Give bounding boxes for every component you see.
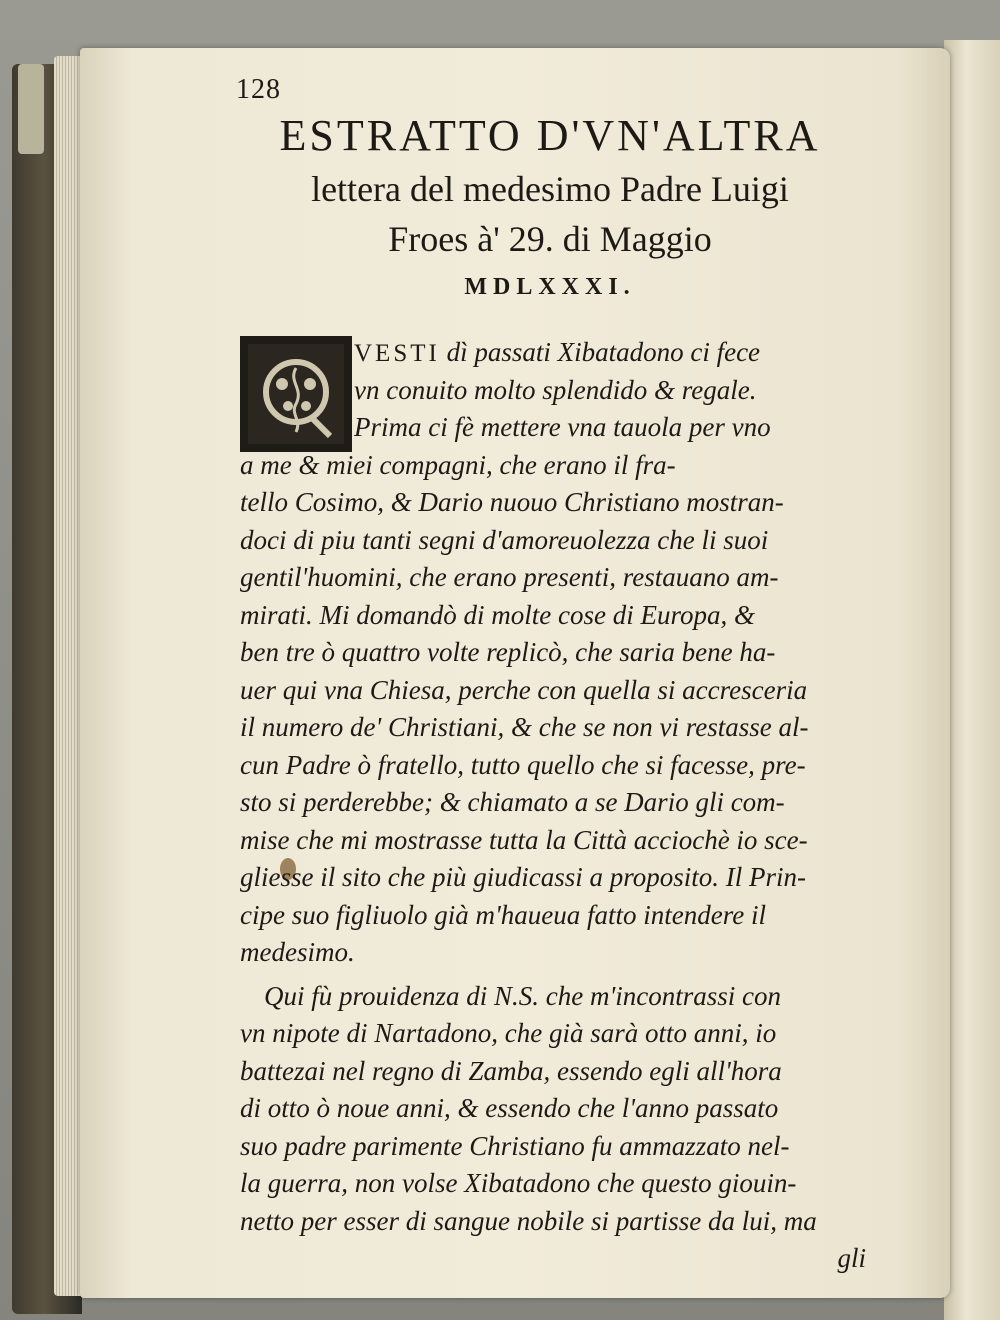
text-line: di otto ò noue anni, & essendo che l'anno passato (240, 1093, 779, 1123)
text-line: medesimo. (240, 937, 355, 967)
text-line: suo padre parimente Christiano fu ammazzato nel- (240, 1130, 790, 1161)
chapter-heading (200, 108, 900, 310)
text-line: vn nipote di Nartadono, che già sarà otto anni, io (240, 1018, 777, 1048)
text-line: la guerra, non volse Xibatadono che questo giouin- (240, 1168, 797, 1198)
facing-page (944, 40, 1000, 1320)
cover-corner (18, 64, 44, 154)
text-line: vn conuito molto splendido & regale. (354, 374, 757, 405)
text-line: cun Padre ò fratello, tutto quello che si facesse, pre- (240, 749, 806, 780)
text-line: ben tre ò quattro volte replicò, che saria bene ha- (240, 637, 776, 667)
text-line: uer qui vna Chiesa, perche con quella si accresceria (240, 674, 808, 705)
heading-line-3: Froes à' 29. di Maggio (388, 219, 712, 259)
letter-text (240, 334, 866, 1278)
text-line: gentil'huomini, che erano presenti, restauano am- (240, 562, 779, 592)
text-line: VESTI dì passati Xibatadono ci fece (354, 337, 761, 367)
heading-line-1: ESTRATTO D'VN'ALTRA (279, 111, 821, 160)
text-line: Qui fù prouidenza di N.S. che m'incontrassi con (264, 980, 781, 1011)
first-word: VESTI (354, 340, 440, 367)
text-line: Prima ci fè mettere vna tauola per vno (354, 412, 771, 442)
text-line: doci di piu tanti segni d'amoreuolezza che li suoi (240, 524, 769, 555)
text-line: gliesse il sito che più giudicassi a proposito. Il Prin- (240, 862, 806, 892)
heading-date: MDLXXXI. (464, 274, 636, 300)
text-line: mise che mi mostrasse tutta la Città acciochè io sce- (240, 824, 808, 855)
text-line: cipe suo figliuolo già m'haueua fatto intendere il (240, 899, 766, 930)
text-line: il numero de' Christiani, & che se non vi restasse al- (240, 712, 809, 742)
heading-line-2: lettera del medesimo Padre Luigi (311, 169, 789, 209)
paragraph-2 (240, 978, 866, 1241)
text-line: battezai nel regno di Zamba, essendo egli all'hora (240, 1055, 782, 1086)
text-line: sto si perderebbe; & chiamato a se Dario gli com- (240, 787, 785, 817)
text-line: mirati. Mi domandò di molte cose di Europa, & (240, 599, 755, 630)
catchword: gli (837, 1243, 866, 1273)
page-number: 128 (236, 74, 281, 105)
text-line: tello Cosimo, & Dario nuouo Christiano mostran- (240, 487, 784, 517)
text-line: netto per esser di sangue nobile si partisse da lui, ma (240, 1205, 817, 1236)
text-line: a me & miei compagni, che erano il fra- (240, 449, 676, 480)
